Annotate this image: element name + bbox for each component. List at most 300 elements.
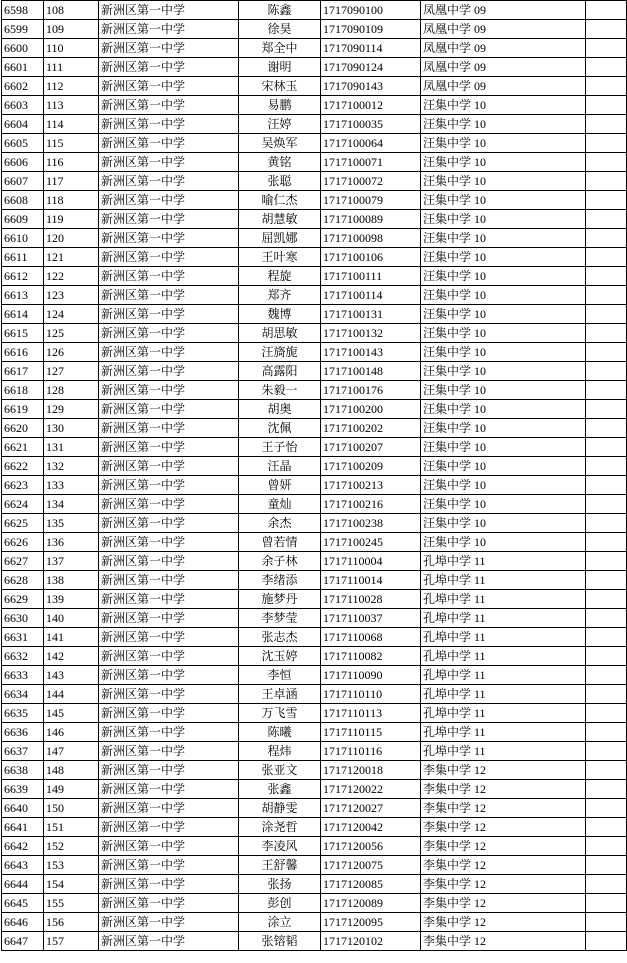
cell-exam-id: 1717090109 xyxy=(321,20,421,39)
cell-student-name: 徐昊 xyxy=(239,20,321,39)
cell-school: 新洲区第一中学 xyxy=(99,172,239,191)
table-row xyxy=(2,248,627,267)
cell-exam-id: 1717100035 xyxy=(321,115,421,134)
cell-seq: 6634 xyxy=(2,685,44,704)
cell-school: 新洲区第一中学 xyxy=(99,742,239,761)
cell-blank xyxy=(586,514,627,533)
cell-exam-site: 汪集中学 10 xyxy=(421,134,586,153)
cell-school: 新洲区第一中学 xyxy=(99,628,239,647)
cell-exam-id: 1717100176 xyxy=(321,381,421,400)
cell-exam-id: 1717100012 xyxy=(321,96,421,115)
cell-student-name: 张镕韬 xyxy=(239,932,321,951)
table-row xyxy=(2,58,627,77)
cell-exam-id: 1717100148 xyxy=(321,362,421,381)
cell-seq: 6608 xyxy=(2,191,44,210)
cell-blank xyxy=(586,153,627,172)
table-row xyxy=(2,39,627,58)
cell-school: 新洲区第一中学 xyxy=(99,780,239,799)
cell-school: 新洲区第一中学 xyxy=(99,514,239,533)
cell-number: 152 xyxy=(44,837,99,856)
cell-student-name: 曾若情 xyxy=(239,533,321,552)
cell-seq: 6637 xyxy=(2,742,44,761)
cell-student-name: 王叶寒 xyxy=(239,248,321,267)
cell-number: 133 xyxy=(44,476,99,495)
cell-blank xyxy=(586,115,627,134)
cell-exam-id: 1717090100 xyxy=(321,1,421,20)
cell-exam-id: 1717100213 xyxy=(321,476,421,495)
cell-seq: 6627 xyxy=(2,552,44,571)
cell-exam-id: 1717100207 xyxy=(321,438,421,457)
cell-student-name: 李绪添 xyxy=(239,571,321,590)
student-roster-table xyxy=(1,0,627,951)
cell-number: 151 xyxy=(44,818,99,837)
cell-seq: 6605 xyxy=(2,134,44,153)
cell-blank xyxy=(586,875,627,894)
cell-number: 118 xyxy=(44,191,99,210)
cell-seq: 6612 xyxy=(2,267,44,286)
cell-exam-site: 孔埠中学 11 xyxy=(421,609,586,628)
cell-exam-site: 孔埠中学 11 xyxy=(421,742,586,761)
cell-number: 131 xyxy=(44,438,99,457)
cell-number: 154 xyxy=(44,875,99,894)
cell-blank xyxy=(586,894,627,913)
cell-school: 新洲区第一中学 xyxy=(99,495,239,514)
cell-student-name: 汪婷 xyxy=(239,115,321,134)
table-row xyxy=(2,799,627,818)
cell-number: 109 xyxy=(44,20,99,39)
cell-school: 新洲区第一中学 xyxy=(99,609,239,628)
cell-seq: 6633 xyxy=(2,666,44,685)
cell-student-name: 屈凯娜 xyxy=(239,229,321,248)
cell-exam-id: 1717100089 xyxy=(321,210,421,229)
table-row xyxy=(2,685,627,704)
cell-student-name: 魏博 xyxy=(239,305,321,324)
cell-number: 135 xyxy=(44,514,99,533)
cell-exam-site: 汪集中学 10 xyxy=(421,267,586,286)
cell-number: 121 xyxy=(44,248,99,267)
cell-seq: 6614 xyxy=(2,305,44,324)
cell-school: 新洲区第一中学 xyxy=(99,913,239,932)
cell-blank xyxy=(586,628,627,647)
cell-school: 新洲区第一中学 xyxy=(99,552,239,571)
cell-blank xyxy=(586,647,627,666)
cell-exam-id: 1717100072 xyxy=(321,172,421,191)
cell-exam-id: 1717100202 xyxy=(321,419,421,438)
table-row xyxy=(2,818,627,837)
cell-school: 新洲区第一中学 xyxy=(99,343,239,362)
cell-exam-site: 凤凰中学 09 xyxy=(421,58,586,77)
cell-seq: 6625 xyxy=(2,514,44,533)
cell-school: 新洲区第一中学 xyxy=(99,476,239,495)
cell-number: 130 xyxy=(44,419,99,438)
cell-school: 新洲区第一中学 xyxy=(99,856,239,875)
cell-exam-id: 1717090143 xyxy=(321,77,421,96)
table-row xyxy=(2,514,627,533)
cell-number: 108 xyxy=(44,1,99,20)
cell-seq: 6600 xyxy=(2,39,44,58)
cell-exam-id: 1717100245 xyxy=(321,533,421,552)
cell-exam-id: 1717100098 xyxy=(321,229,421,248)
cell-seq: 6616 xyxy=(2,343,44,362)
cell-seq: 6611 xyxy=(2,248,44,267)
cell-number: 150 xyxy=(44,799,99,818)
cell-seq: 6617 xyxy=(2,362,44,381)
cell-number: 149 xyxy=(44,780,99,799)
cell-exam-site: 凤凰中学 09 xyxy=(421,39,586,58)
cell-blank xyxy=(586,20,627,39)
cell-number: 122 xyxy=(44,267,99,286)
cell-exam-site: 李集中学 12 xyxy=(421,875,586,894)
cell-exam-site: 汪集中学 10 xyxy=(421,153,586,172)
cell-seq: 6632 xyxy=(2,647,44,666)
cell-seq: 6629 xyxy=(2,590,44,609)
table-row xyxy=(2,324,627,343)
cell-blank xyxy=(586,267,627,286)
cell-exam-site: 汪集中学 10 xyxy=(421,305,586,324)
cell-seq: 6641 xyxy=(2,818,44,837)
cell-blank xyxy=(586,552,627,571)
cell-exam-site: 汪集中学 10 xyxy=(421,248,586,267)
table-row xyxy=(2,913,627,932)
cell-number: 140 xyxy=(44,609,99,628)
cell-seq: 6602 xyxy=(2,77,44,96)
cell-exam-site: 汪集中学 10 xyxy=(421,324,586,343)
cell-school: 新洲区第一中学 xyxy=(99,20,239,39)
cell-student-name: 汪晶 xyxy=(239,457,321,476)
cell-seq: 6622 xyxy=(2,457,44,476)
table-row xyxy=(2,590,627,609)
cell-exam-site: 孔埠中学 11 xyxy=(421,723,586,742)
roster-body xyxy=(2,1,627,951)
cell-blank xyxy=(586,343,627,362)
cell-student-name: 张聪 xyxy=(239,172,321,191)
cell-blank xyxy=(586,723,627,742)
cell-blank xyxy=(586,799,627,818)
cell-exam-site: 汪集中学 10 xyxy=(421,343,586,362)
table-row xyxy=(2,609,627,628)
cell-exam-site: 李集中学 12 xyxy=(421,761,586,780)
cell-exam-id: 1717110028 xyxy=(321,590,421,609)
cell-blank xyxy=(586,77,627,96)
cell-blank xyxy=(586,590,627,609)
table-row xyxy=(2,495,627,514)
table-row xyxy=(2,856,627,875)
cell-exam-id: 1717110004 xyxy=(321,552,421,571)
cell-exam-id: 1717110037 xyxy=(321,609,421,628)
cell-exam-site: 李集中学 12 xyxy=(421,780,586,799)
cell-student-name: 李凌风 xyxy=(239,837,321,856)
cell-blank xyxy=(586,571,627,590)
cell-number: 146 xyxy=(44,723,99,742)
table-row xyxy=(2,191,627,210)
table-row xyxy=(2,115,627,134)
cell-school: 新洲区第一中学 xyxy=(99,153,239,172)
cell-blank xyxy=(586,172,627,191)
cell-number: 144 xyxy=(44,685,99,704)
cell-exam-site: 汪集中学 10 xyxy=(421,533,586,552)
table-row xyxy=(2,761,627,780)
cell-seq: 6604 xyxy=(2,115,44,134)
cell-number: 143 xyxy=(44,666,99,685)
cell-exam-site: 孔埠中学 11 xyxy=(421,590,586,609)
cell-blank xyxy=(586,913,627,932)
cell-student-name: 沈佩 xyxy=(239,419,321,438)
cell-exam-id: 1717100106 xyxy=(321,248,421,267)
table-row xyxy=(2,305,627,324)
table-row xyxy=(2,476,627,495)
cell-exam-id: 1717100200 xyxy=(321,400,421,419)
cell-blank xyxy=(586,134,627,153)
cell-school: 新洲区第一中学 xyxy=(99,134,239,153)
cell-number: 127 xyxy=(44,362,99,381)
table-row xyxy=(2,96,627,115)
cell-exam-id: 1717100209 xyxy=(321,457,421,476)
cell-number: 145 xyxy=(44,704,99,723)
cell-exam-id: 1717110116 xyxy=(321,742,421,761)
cell-school: 新洲区第一中学 xyxy=(99,704,239,723)
cell-school: 新洲区第一中学 xyxy=(99,324,239,343)
cell-number: 157 xyxy=(44,932,99,951)
table-row xyxy=(2,400,627,419)
cell-seq: 6619 xyxy=(2,400,44,419)
cell-number: 147 xyxy=(44,742,99,761)
cell-number: 129 xyxy=(44,400,99,419)
cell-student-name: 童灿 xyxy=(239,495,321,514)
cell-exam-site: 汪集中学 10 xyxy=(421,191,586,210)
table-row xyxy=(2,457,627,476)
cell-blank xyxy=(586,476,627,495)
table-row xyxy=(2,438,627,457)
cell-school: 新洲区第一中学 xyxy=(99,457,239,476)
cell-blank xyxy=(586,286,627,305)
cell-blank xyxy=(586,248,627,267)
cell-seq: 6635 xyxy=(2,704,44,723)
cell-student-name: 陈鑫 xyxy=(239,1,321,20)
cell-number: 155 xyxy=(44,894,99,913)
cell-exam-site: 孔埠中学 11 xyxy=(421,628,586,647)
cell-blank xyxy=(586,780,627,799)
table-row xyxy=(2,628,627,647)
cell-blank xyxy=(586,191,627,210)
cell-student-name: 朱毅一 xyxy=(239,381,321,400)
table-row xyxy=(2,552,627,571)
cell-blank xyxy=(586,438,627,457)
table-row xyxy=(2,742,627,761)
cell-seq: 6645 xyxy=(2,894,44,913)
cell-student-name: 涂尧哲 xyxy=(239,818,321,837)
table-row xyxy=(2,533,627,552)
cell-exam-id: 1717110110 xyxy=(321,685,421,704)
cell-student-name: 郑齐 xyxy=(239,286,321,305)
cell-exam-site: 凤凰中学 09 xyxy=(421,77,586,96)
cell-exam-id: 1717120085 xyxy=(321,875,421,894)
cell-number: 126 xyxy=(44,343,99,362)
cell-exam-id: 1717120027 xyxy=(321,799,421,818)
cell-blank xyxy=(586,58,627,77)
table-row xyxy=(2,172,627,191)
cell-number: 120 xyxy=(44,229,99,248)
cell-exam-site: 汪集中学 10 xyxy=(421,438,586,457)
cell-student-name: 李恒 xyxy=(239,666,321,685)
cell-blank xyxy=(586,324,627,343)
cell-seq: 6601 xyxy=(2,58,44,77)
cell-exam-site: 汪集中学 10 xyxy=(421,362,586,381)
cell-exam-id: 1717100079 xyxy=(321,191,421,210)
cell-exam-id: 1717120022 xyxy=(321,780,421,799)
cell-student-name: 王子怡 xyxy=(239,438,321,457)
cell-number: 139 xyxy=(44,590,99,609)
cell-school: 新洲区第一中学 xyxy=(99,381,239,400)
cell-number: 141 xyxy=(44,628,99,647)
cell-seq: 6647 xyxy=(2,932,44,951)
cell-seq: 6639 xyxy=(2,780,44,799)
cell-blank xyxy=(586,362,627,381)
cell-exam-id: 1717120095 xyxy=(321,913,421,932)
cell-blank xyxy=(586,666,627,685)
cell-exam-site: 汪集中学 10 xyxy=(421,96,586,115)
cell-school: 新洲区第一中学 xyxy=(99,799,239,818)
cell-school: 新洲区第一中学 xyxy=(99,438,239,457)
cell-exam-site: 汪集中学 10 xyxy=(421,229,586,248)
cell-seq: 6638 xyxy=(2,761,44,780)
cell-exam-site: 汪集中学 10 xyxy=(421,172,586,191)
table-row xyxy=(2,134,627,153)
cell-blank xyxy=(586,742,627,761)
cell-number: 114 xyxy=(44,115,99,134)
cell-student-name: 涂立 xyxy=(239,913,321,932)
cell-school: 新洲区第一中学 xyxy=(99,286,239,305)
cell-exam-site: 孔埠中学 11 xyxy=(421,685,586,704)
table-row xyxy=(2,894,627,913)
cell-school: 新洲区第一中学 xyxy=(99,647,239,666)
cell-number: 128 xyxy=(44,381,99,400)
cell-exam-site: 李集中学 12 xyxy=(421,894,586,913)
cell-number: 116 xyxy=(44,153,99,172)
cell-student-name: 胡静雯 xyxy=(239,799,321,818)
table-row xyxy=(2,286,627,305)
cell-student-name: 王卓涵 xyxy=(239,685,321,704)
cell-exam-id: 1717120056 xyxy=(321,837,421,856)
cell-seq: 6631 xyxy=(2,628,44,647)
cell-exam-id: 1717110113 xyxy=(321,704,421,723)
cell-seq: 6644 xyxy=(2,875,44,894)
cell-seq: 6621 xyxy=(2,438,44,457)
cell-exam-site: 凤凰中学 09 xyxy=(421,1,586,20)
cell-school: 新洲区第一中学 xyxy=(99,191,239,210)
cell-exam-id: 1717100132 xyxy=(321,324,421,343)
cell-student-name: 喻仁杰 xyxy=(239,191,321,210)
cell-blank xyxy=(586,609,627,628)
cell-school: 新洲区第一中学 xyxy=(99,590,239,609)
cell-school: 新洲区第一中学 xyxy=(99,571,239,590)
cell-exam-site: 李集中学 12 xyxy=(421,913,586,932)
cell-number: 125 xyxy=(44,324,99,343)
cell-blank xyxy=(586,210,627,229)
cell-student-name: 沈玉婷 xyxy=(239,647,321,666)
cell-blank xyxy=(586,704,627,723)
cell-exam-site: 李集中学 12 xyxy=(421,932,586,951)
cell-student-name: 郑全中 xyxy=(239,39,321,58)
cell-exam-id: 1717100238 xyxy=(321,514,421,533)
cell-school: 新洲区第一中学 xyxy=(99,362,239,381)
cell-student-name: 吴焕军 xyxy=(239,134,321,153)
cell-exam-id: 1717100111 xyxy=(321,267,421,286)
table-row xyxy=(2,77,627,96)
cell-number: 115 xyxy=(44,134,99,153)
cell-exam-id: 1717110090 xyxy=(321,666,421,685)
cell-exam-id: 1717100131 xyxy=(321,305,421,324)
cell-student-name: 胡慧敏 xyxy=(239,210,321,229)
cell-school: 新洲区第一中学 xyxy=(99,419,239,438)
cell-student-name: 曾妍 xyxy=(239,476,321,495)
cell-number: 153 xyxy=(44,856,99,875)
cell-student-name: 谢明 xyxy=(239,58,321,77)
table-row xyxy=(2,20,627,39)
cell-school: 新洲区第一中学 xyxy=(99,39,239,58)
cell-school: 新洲区第一中学 xyxy=(99,77,239,96)
table-row xyxy=(2,837,627,856)
cell-exam-site: 汪集中学 10 xyxy=(421,476,586,495)
cell-exam-id: 1717100071 xyxy=(321,153,421,172)
cell-blank xyxy=(586,818,627,837)
cell-exam-id: 1717120042 xyxy=(321,818,421,837)
cell-student-name: 宋林玉 xyxy=(239,77,321,96)
cell-number: 113 xyxy=(44,96,99,115)
cell-school: 新洲区第一中学 xyxy=(99,818,239,837)
cell-school: 新洲区第一中学 xyxy=(99,115,239,134)
table-row xyxy=(2,210,627,229)
cell-blank xyxy=(586,229,627,248)
cell-number: 123 xyxy=(44,286,99,305)
cell-school: 新洲区第一中学 xyxy=(99,932,239,951)
cell-blank xyxy=(586,305,627,324)
cell-exam-site: 汪集中学 10 xyxy=(421,457,586,476)
cell-blank xyxy=(586,761,627,780)
table-row xyxy=(2,666,627,685)
cell-blank xyxy=(586,495,627,514)
cell-seq: 6626 xyxy=(2,533,44,552)
cell-student-name: 黄铭 xyxy=(239,153,321,172)
cell-school: 新洲区第一中学 xyxy=(99,894,239,913)
cell-seq: 6609 xyxy=(2,210,44,229)
cell-exam-id: 1717100143 xyxy=(321,343,421,362)
cell-number: 110 xyxy=(44,39,99,58)
cell-seq: 6610 xyxy=(2,229,44,248)
cell-student-name: 张志杰 xyxy=(239,628,321,647)
cell-school: 新洲区第一中学 xyxy=(99,761,239,780)
cell-exam-site: 汪集中学 10 xyxy=(421,115,586,134)
cell-blank xyxy=(586,685,627,704)
cell-exam-id: 1717120102 xyxy=(321,932,421,951)
cell-exam-id: 1717110014 xyxy=(321,571,421,590)
cell-exam-site: 汪集中学 10 xyxy=(421,210,586,229)
cell-student-name: 施梦丹 xyxy=(239,590,321,609)
cell-student-name: 王舒馨 xyxy=(239,856,321,875)
table-row xyxy=(2,571,627,590)
cell-number: 136 xyxy=(44,533,99,552)
table-row xyxy=(2,875,627,894)
cell-school: 新洲区第一中学 xyxy=(99,400,239,419)
table-row xyxy=(2,704,627,723)
cell-student-name: 张鑫 xyxy=(239,780,321,799)
cell-exam-id: 1717120075 xyxy=(321,856,421,875)
cell-seq: 6603 xyxy=(2,96,44,115)
cell-exam-site: 李集中学 12 xyxy=(421,856,586,875)
cell-exam-site: 汪集中学 10 xyxy=(421,381,586,400)
cell-school: 新洲区第一中学 xyxy=(99,1,239,20)
cell-student-name: 陈曦 xyxy=(239,723,321,742)
cell-student-name: 余杰 xyxy=(239,514,321,533)
